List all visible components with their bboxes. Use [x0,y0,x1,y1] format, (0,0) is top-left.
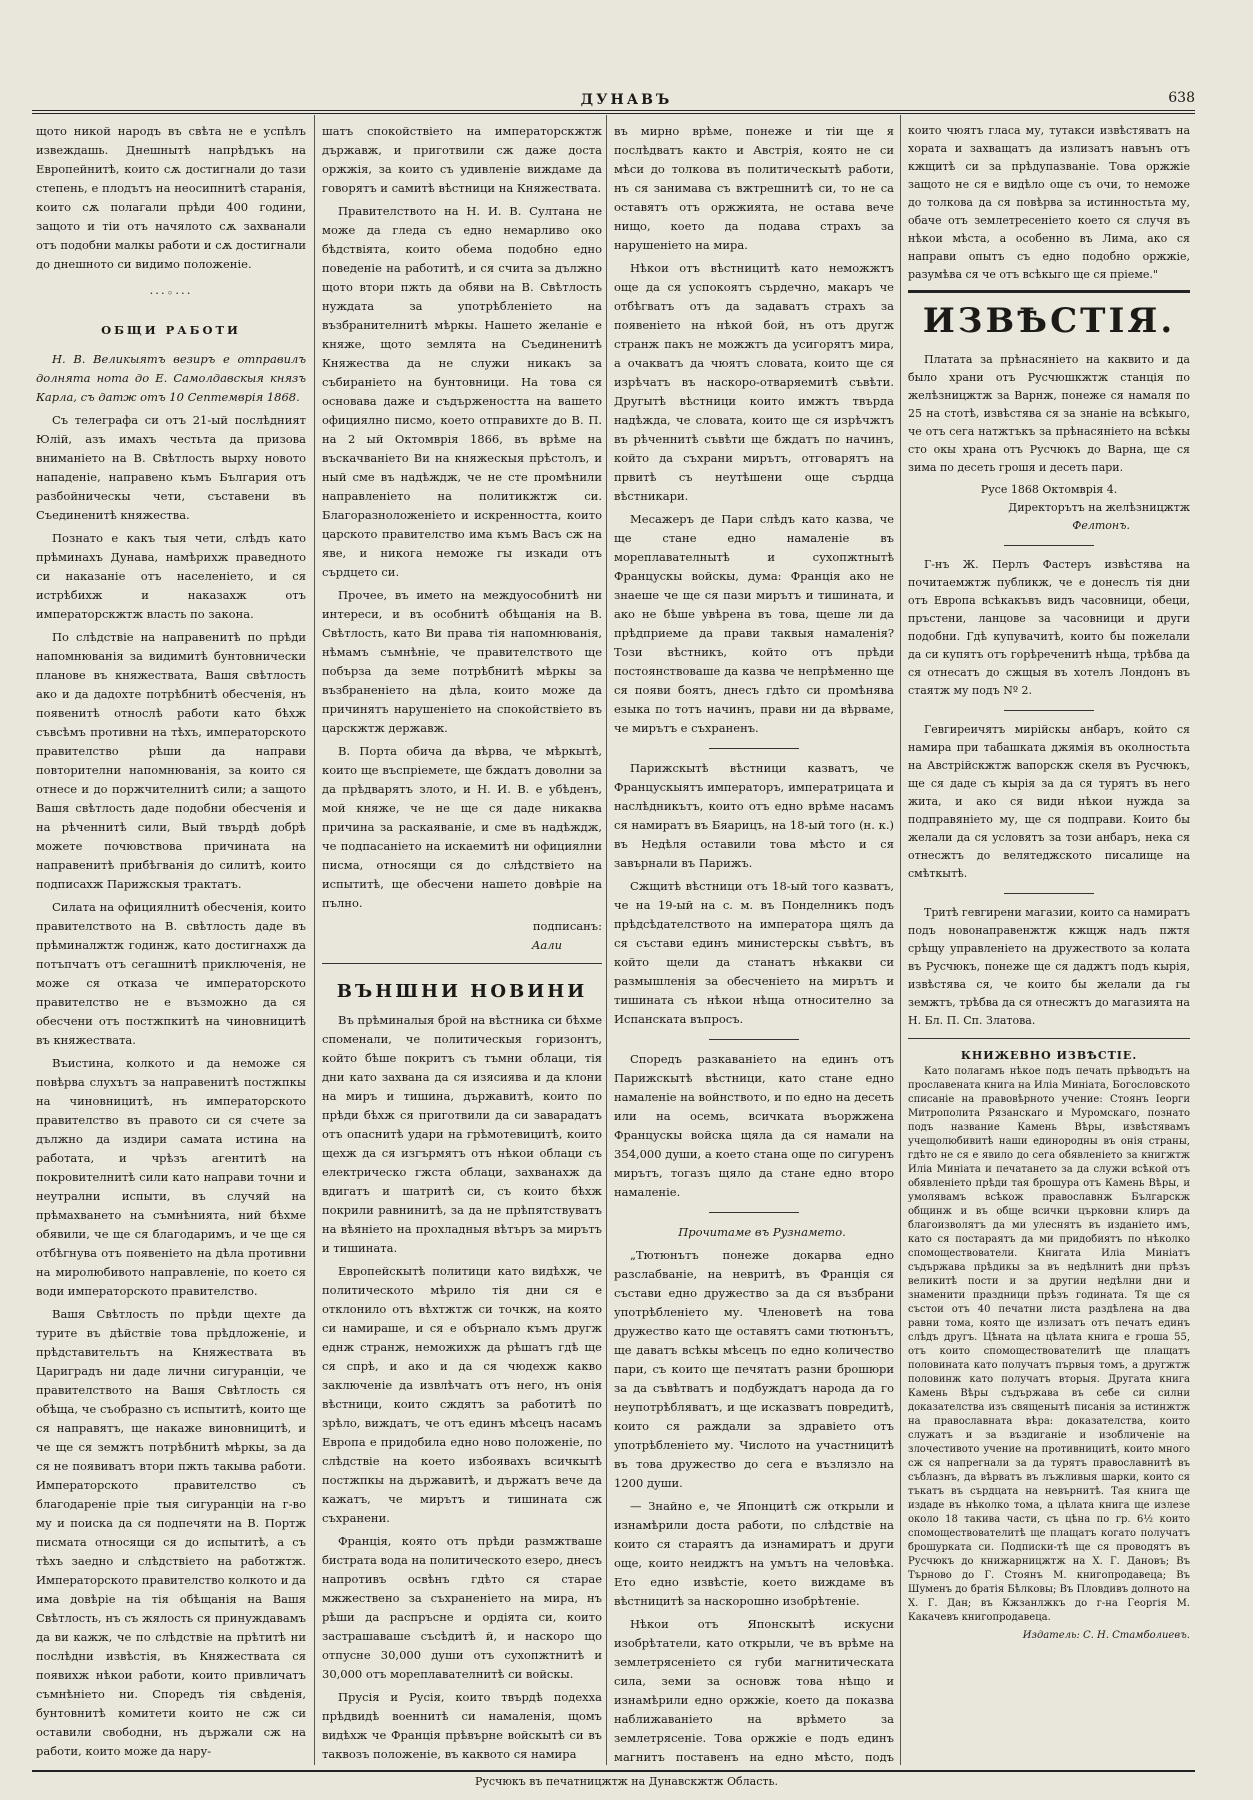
paragraph: Гевгиреичятъ мирійскы анбаръ, който ся намира при табашката джямія въ околностьта на Австрійскжтж вапорскж скеля въ Русчюкъ, ще ся даде съ кырія за да ся турятъ въ него жита, и ако ся види нѣкои нужда за подправяніето му, ще ся подправи. Които бы желали да ся условятъ за този анбаръ, нека ся отнесжтъ до велятеджското писалище на смѣткытѣ. [908,723,1190,880]
paragraph: Силата на официялнитѣ обесченія, които правителството на В. свѣтлость даде въ прѣминалжтж годинж, като достигнахж да потъпчатъ отъ сегашнитѣ приключенія, не може ся отказа че императорското правителство не е възможно да ся обесчени отъ постжпкитѣ на чиновницитѣ въ княжествата. [36,900,306,1047]
divider [1004,545,1094,546]
paragraph: Прусія и Русія, които твърдѣ подехха прѣдвидѣ военнитѣ си намаленія, щомъ видѣхж че Франція прѣвърне войскытѣ си въ таквозъ положеніе, въ каквото ся намира [322,1690,602,1761]
paragraph: Правителството на Н. И. В. Султана не може да гледа съ едно немарливо око бѣдствіята, които обема подобно едно поведеніе на работитѣ, и ся счита за дължно щото втори пжть да обяви на В. Свѣтлость нуждата за употрѣбленіето на възбранителнитѣ мѣркы. Нашето желаніе е княже, щото землята на Съединенитѣ Княжества да не служи никакъ за събираніето на бунтовници. На това ся основава даже и съдържеността на вашето официялно писмо, което отправихте до В. П. на 2 ый Октомврія 1866, въ врѣме на въскачваніето Ви на княжескыя прѣстолъ, и ный сме въ надѣждж, че не сте промѣнили направленіето на политикжтж си. Благоразноложеніето и искренността, които царското правителство има къмъ Васъ сж на яве, и никога неможе гы изкади отъ сърдцето си. [322,204,602,579]
paragraph: „Тютюнътъ понеже докарва едно разслабваніе, на невритѣ, въ Франція ся състави едно дружество за да ся възбрани употрѣбленіето му. Членоветѣ на това дружество като ще оставятъ сами тютюнътъ, ще даватъ всѣкы мѣсецъ по едно количество пари, съ които ще печятатъ разни брошюри за да съвѣтватъ и подбуждатъ народа да го неупотрѣбляватъ, и ще исказватъ повредитѣ, които ся раждали за здравіето отъ употрѣбленіето му. Числото на участницитѣ въ това дружество до сега е възлязло на 1200 души. [614,1248,894,1490]
paragraph: Съ телеграфа си отъ 21-ый послѣдният Юлій, азъ имахъ честьта да призова вниманіето на В. Свѣтлость вырху новото нападеніе, направено къмъ България отъ разбойническы чети, съставени въ Съединенитѣ княжества. [36,413,306,522]
paragraph: въ мирно врѣме, понеже и тіи ще я послѣдватъ както и Австрія, която не си мѣси до толкова въ политическытѣ работи, нъ ся занимава съ вжтрешнитѣ си, то не са оставятъ отъ оржжията, не остава вече нищо, което да подава страхъ за нарушеніето на мира. [614,124,894,252]
column-1 [36,122,306,1762]
paragraph: В. Порта обича да вѣрва, че мѣркытѣ, които ще въспріемете, ще бждатъ доволни за да прѣдварятъ злото, и Н. И. В. е убѣденъ, мой княже, че не ще ся даде никаква причина за раскаяваніе, и сме въ надѣждж, че подпасаніето на искаемитѣ ни официялни писма, относящи ся до слѣдствіето на испытитѣ, ще обесчени нашето довѣріе на пълно. [322,744,602,910]
intro-note: Н. В. Великыятъ везиръ е отправилъ долнята нота до Е. Самолдавскыя князъ Карла, съ датж отъ 10 Септемврія 1868. [36,352,306,404]
section-heading: ВЪНШНИ НОВИНИ [336,981,588,1002]
column-divider [606,115,607,1765]
divider [1004,893,1094,894]
paragraph: Нѣкои отъ вѣстницитѣ като неможжтъ още да ся успокоятъ сърдечно, макаръ че отбѣгватъ отъ да задаватъ страхъ за появеніето на нѣкой бой, нъ отъ другж странж пакъ не можжтъ да усигорятъ мира, а очакватъ да чюятъ словата, които ще ся изрѣчатъ въ наскоро-отваряемитѣ съвѣти. Другытѣ вѣстници които имжтъ твърда надѣжда, че словата, които ще ся изрѣчжтъ въ рѣченнитѣ съвѣти ще бждатъ по начинъ, който да съхрани мирътъ, отговарятъ на првитѣ съ неутѣшени още сърдца вѣстникари. [614,261,894,503]
column-divider [900,115,901,1765]
paragraph: Познато е какъ тыя чети, слѣдъ като прѣминахъ Дунава, намѣрихж праведното си наказаніе отъ населеніето, и ся истрѣбихж и наказахж отъ императорскжтж власть по закона. [36,531,306,621]
divider [709,1212,799,1213]
divider [908,290,1190,293]
divider [709,748,799,749]
signed-label: подписанъ: [532,919,602,933]
paragraph: Парижскытѣ вѣстници казватъ, че Францускыятъ императоръ, императрицата и наслѣдникътъ, които отъ едно врѣме насамъ ся намиратъ въ Бяарицъ, на 18-ый того (н. к.) въ Недѣля оставили това мѣсто и ся завърнали въ Парижъ. [614,761,894,870]
paragraph: шатъ спокойствіето на императорскжтж държавж, и приготвили сж даже доста оржжія, за които съ удивленіе виждаме да говорятъ и самитѣ вѣстници на Княжествата. [322,124,602,195]
column-divider [314,115,315,1765]
divider [709,1039,799,1040]
paragraph: Въ прѣминалыя брой на вѣстника си бѣхме споменали, че политическыя горизонтъ, който бѣше покритъ съ тъмни облаци, тія дни като захвана да ся изясиява и да клони на миръ и тишина, държавитѣ, които по прѣди бѣхж ся приготвили да си заварадатъ отъ опаснитѣ удари на грѣмотевицитѣ, които щехж да ся изгърмятъ отъ нѣкои облаци съ електрическо гжста облаци, захванахж да вдигатъ и шатритѣ си, съ които бѣхж покрили равнинитѣ, за да не прѣпятствуватъ на вѣяніето на прохладныя вѣтъръ за мирътъ и тишината. [322,1013,602,1255]
source-line: Прочитаме въ Рузнамето. [678,1225,846,1239]
paragraph: Платата за прѣнасяніето на каквито и да было храни отъ Русчюшкжтж станція по желѣзницжтж за Варнж, понеже ся намаля по 25 на стотѣ, извѣстява ся за знаніе на всѣкыго, че отъ сега натжтъкъ за прѣнасяніето на всѣкы сто окы храна отъ Русчюкъ до Варна, ще ся зима по десеть грошя и десеть пари. [908,353,1190,474]
imprint-line: Русчюкъ въ печатницжтж на Дунавскжтж Область. [475,1775,778,1788]
paragraph: Прочее, въ името на междуособнитѣ ни интереси, и въ особнитѣ обѣщанія на В. Свѣтлость, като Ви права тія напомнюванія, нѣмамъ съмнѣніе, че правителството ще побърза да земе потрѣбнитѣ мѣркы за възбраненіето на дѣла, които може да причинятъ нарушеніето на спокойствіето въ царскжтж державж. [322,588,602,735]
top-rule [32,110,1195,114]
paragraph: Европейскытѣ политици като видѣхж, че политическото мѣрило тія дни ся е отклонило отъ вѣхтжтж си точкж, на която си намираше, и ся е обърнало къмъ другж еднж странж, неможихж да рѣшатъ гдѣ ще ся спрѣ, и ако и да ся чюдехж какво заключеніе да извлѣчатъ отъ него, нъ онія вѣстници, които сждятъ за работитѣ по зрѣло, виждатъ, че отъ единъ мѣсецъ насамъ Европа е придобила едно ново положеніе, по слѣдствіе на което избоявахъ всичкытѣ постжпкы на държавитѣ, и държатъ вече да кажатъ, че мирътъ и тишината сж съхранени. [322,1264,602,1525]
publisher-line: Издатель: С. Н. Стамболиевъ. [1022,1630,1190,1641]
paragraph: които чюятъ гласа му, тутакси извѣстяватъ на хората и захващатъ да излизатъ навънъ отъ кжщитѣ си за прѣдупазваніе. Това оржжіе защото не ся е видѣло още съ очи, то неможе до толкова да ся повѣрва за истинностьта му, обаче отъ землетресеніето което ся случя въ нѣкои мѣста, а особенно въ Лима, ако ся направи опытъ съ едно подобно оржжіе, разумѣва ся че отъ всѣкыго ще ся пріеме." [908,124,1190,281]
section-heading: ИЗВѢСТІЯ. [922,301,1176,341]
paragraph: Тритѣ гевгирени магазии, които са намиратъ подъ новонаправенжтж кжщж надъ пжтя срѣщу управленіето на дружеството за колата въ Русчюкъ, понеже ще ся даджтъ подъ кырія, извѣстява ся, че които бы желали да гы земжтъ, трѣбва да ся отнесжтъ до магазията на Н. Бл. П. Сп. Златова. [908,906,1190,1027]
paragraph: Г-нъ Ж. Перлъ Фастеръ извѣстява на почитаемжтж публикж, че е донеслъ тія дни отъ Европа всѣкакъвъ видъ часовници, обеци, пръстени, ланцове за часовници и други подобни. Гдѣ купувачитѣ, които бы пожелали да си купятъ отъ горѣреченитѣ нѣща, трѣбва да ся отнесатъ до сжщыя въ хотелъ Лондонъ въ стаятж му подъ Nº 2. [908,558,1190,697]
paragraph: Въистина, колкото и да неможе ся повѣрва слухътъ за направенитѣ постжпкы на чиновницитѣ, нъ императорското правителство въ правото си ся счете за дължно да издири самата истина на работата, и чрѣзъ агентитѣ на покровителнитѣ сили като направи точни и неутрални испыти, въ случяй на прѣмахването на съмнѣнията, ний бѣхме обявили, че ще ся благодаримъ, и че ще ся отбѣгнува отъ появеніето на дѣла противни на миролюбивото направленіе, по което ся води императорското правителство. [36,1056,306,1298]
ornament: ···◦··· [149,286,193,300]
paragraph: Месажеръ де Пари слѣдъ като казва, че ще стане едно намаленіе въ мореплавателнытѣ и сухопжтнытѣ Францускы войскы, дума: Франція ако не знаеше че ще ся пази мирътъ и тишината, и ако не бѣше увѣрена въ това, щеше ли да прѣдприеме да прави таквыя намаленія? Този вѣстникъ, който отъ прѣди постоянствоваше да казва че непрѣменно ще ся появи боятъ, днесъ гдѣто си промѣнява езыка по тотъ начинъ, прави ни да вѣрваме, че мирътъ е съхраненъ. [614,512,894,735]
column-3 [614,122,894,1762]
paragraph: Франція, която отъ прѣди размжтваше бистрата вода на политическото езеро, днесъ напротивъ освѣнъ гдѣто ся старае мжжествено за съхраненіето на мира, нъ рѣши да распръсне и ордіята си, които застрашаваше съсѣдитѣ й, и наскоро що отпусне 30,000 души отъ сухопжтнитѣ и 30,000 отъ мореплавателнитѣ си войскы. [322,1534,602,1681]
paragraph: щото никой народъ въ свѣта не е успѣлъ извеждашь. Днешнытѣ напрѣдъкъ на Европейнитѣ, които сѫ достигнали до тази степень, е плодътъ на неосипнитѣ старанія, които сѫ полагали прѣди 400 години, защото и тіи отъ начялото сѫ захванали отъ подобни малкы работи и сѫ достигнали до днешното си видимо положеніе. [36,124,306,271]
divider [322,963,602,964]
page-number: 638 [1168,90,1195,106]
notice-date: Русе 1868 Октомврія 4. [980,483,1118,496]
paragraph: Сжщитѣ вѣстници отъ 18-ый того казватъ, че на 19-ый на с. м. въ Понделникъ подъ прѣдсѣдателството на императора щялъ да ся състави единъ министерскы съвѣтъ, въ който щели да станатъ нѣкакви си размышленія за обесченіето на мирътъ и тишината съ нѣкои нѣща относително за Испанската въпросъ. [614,879,894,1026]
paragraph: — Знайно е, че Японцитѣ сж открыли и изнамѣрили доста работи, по слѣдствіе на които ся стараятъ да изнамиратъ и други още, които неиджтъ на умътъ на человѣка. Ето едно извѣстіе, което виждаме въ вѣстницитѣ за наскорошно изобрѣтеніе. [614,1499,894,1608]
paragraph: По слѣдствіе на направенитѣ по прѣди напомнюванія за видимитѣ бунтовнически планове въ княжествата, Вашя свѣтлость ако и да дадохте потрѣбнитѣ обесченія, нъ появенитѣ относлѣ работи като бѣхж съвсѣмъ противни на тѣхъ, императорското правителство рѣши да направи повторителни напомнюванія, за които ся отнесе и до поржчителнитѣ сили; а защото Вашя свѣтлость даде подобни обесченія и на рѣченнитѣ сили, Вый твърдѣ добрѣ можете почювствова причината на направенитѣ прибѣгванія до силитѣ, които подписахж Парижскыя трактатъ. [36,630,306,891]
divider [1004,710,1094,711]
bottom-rule [32,1770,1195,1772]
section-heading: ОБЩИ РАБОТИ [101,323,241,337]
section-heading: КНИЖЕВНО ИЗВѢСТІЕ. [960,1049,1138,1062]
divider [908,1038,1190,1039]
paragraph: Нѣкои отъ Японскытѣ искусни изобрѣтатели, като открыли, че въ врѣме на землетрясеніето ся губи магнитическата сила, земи за основж това нѣщо и изнамѣрили едно оржжіе, което да показва наближаваніето на врѣмето за землетрясеніе. Това оржжіе е подъ единъ магнитъ поставенъ на едно мѣсто, подъ [614,1617,894,1762]
paragraph: Като полагамъ нѣкое подъ печать прѣводътъ на прославената книга на Иліа Миніата, Богословското списаніе на правовѣрното учение: Стоянъ Іеорги Митрополита Рязанскаго и Муромскаго, познато подъ название Камень Вѣры, извѣстявамъ учещолюбивитѣ наши единородны въ онія страны, гдѣто не ся е явило до сега обявленіето за книгжтж Иліа Миніата и печатането за да служи всѣкой отъ обявленіето прѣди тая брошура отъ Камень Вѣры, и умолявамъ всѣкож православнж Българскж общинж и въ обще всички църковни клиръ да благоизволятъ да ми улеснятъ въ изданіето имъ, като ся постараятъ да ми придобиятъ по нѣколко спомоществователи. Книгата Иліа Миніатъ съдържава прѣдикы за въ недѣлнитѣ дни прѣзъ великитѣ пости и за другии недѣлни дни и знаменити праздници прѣзъ годината. Тя ще ся състои отъ 40 печатни листа раздѣлена на два равни тома, която ще излизатъ отъ печатъ единъ слѣдъ другъ. Цѣната на цѣлата книга е гроша 55, отъ които спомоществователитѣ ще плащатъ половината като получатъ първыя томъ, а другжтж половинж като получатъ вторыя. Другата книга Камень Вѣры съдържава въ себе си силни доказателства изъ священытѣ писанія за истинжтж на православната вѣра: доказателства, които служатъ и за въздиганіе и изобличеніе на злочестивото учение на противницитѣ, които много сж ся напрегнали за да турятъ православнитѣ въ съблазнъ, да вѣрватъ въ лъжливыя шарки, които ся тъкатъ въ сърдцата на невърнитѣ. Тая книга ще издаде въ нѣколко тома, а цѣлата книга ще излезе около 18 такива части, съ цѣна по гр. 6½ които спомоществователитѣ ще плащатъ когато получатъ брошурката си. Подписки-тѣ ще ся проводятъ въ Русчюкъ до книжарницжтж на Х. Г. Дановъ; Въ Търново до Г. Стоянъ М. книгопродавеца; Въ Шуменъ до братія Бѣлковы; Въ Пловдивъ долното на Х. Г. Дан; въ Кжзанлжкъ до г-на Георгія М. Какачевъ книгопродавеца. [908,1066,1190,1623]
column-2 [322,122,602,1762]
notice-signature-title: Директорътъ на желѣзницжтж [1008,501,1190,514]
masthead-title: ДУНАВЪ [580,92,673,108]
paragraph: Вашя Свѣтлость по прѣди щехте да турите въ дѣйствіе това прѣдложеніе, и прѣдставительтъ на Княжествата въ Цариградъ ни даде лични сигуранціи, че правителството на Вашя Свѣтлость ся обѣща, че съобразно съ испытитѣ, които ще ся направятъ, ще накаже виновницитѣ, и че ще ся земжтъ потрѣбнитѣ мѣркы, за да ся не появиватъ втори пжть такыва работи. Императорското правителство съ благодареніе пріе тыя сигуранціи на г-во му и поиска да ся подпечяти на В. Портж писмата относящи ся до испытитѣ, а съ тѣхъ заедно и слѣдствіето на работжтж. Императорското правителство колкото и да има довѣріе на тія обѣщанія на Вашя Свѣтлость, нъ съ жялость ся принуждавамъ да ви кажж, че по слѣдствіе на прѣтитѣ ни послѣдни извѣстія, въ Княжествата ся появихж нѣкои работи, които привличатъ съмнѣніето ни. Споредъ тія свѣденія, бунтовнитѣ комитети които не сж си оставили свободни, нъ държали сж на работи, които може да нару- [36,1307,306,1758]
notice-signature-name: Фелтонъ. [1072,519,1130,532]
signer-name: Аали [531,938,562,952]
column-4 [908,122,1190,1762]
paragraph: Споредъ разкаваніето на единъ отъ Парижскытѣ вѣстници, като стане едно намаленіе на войнството, и по едно на десеть или на осемь, всичката въоржжена Францускы войска щяла да ся намали на 354,000 души, а което стана още по сигуренъ мирътъ, тогазъ щяло да стане едно второ намаленіе. [614,1052,894,1199]
